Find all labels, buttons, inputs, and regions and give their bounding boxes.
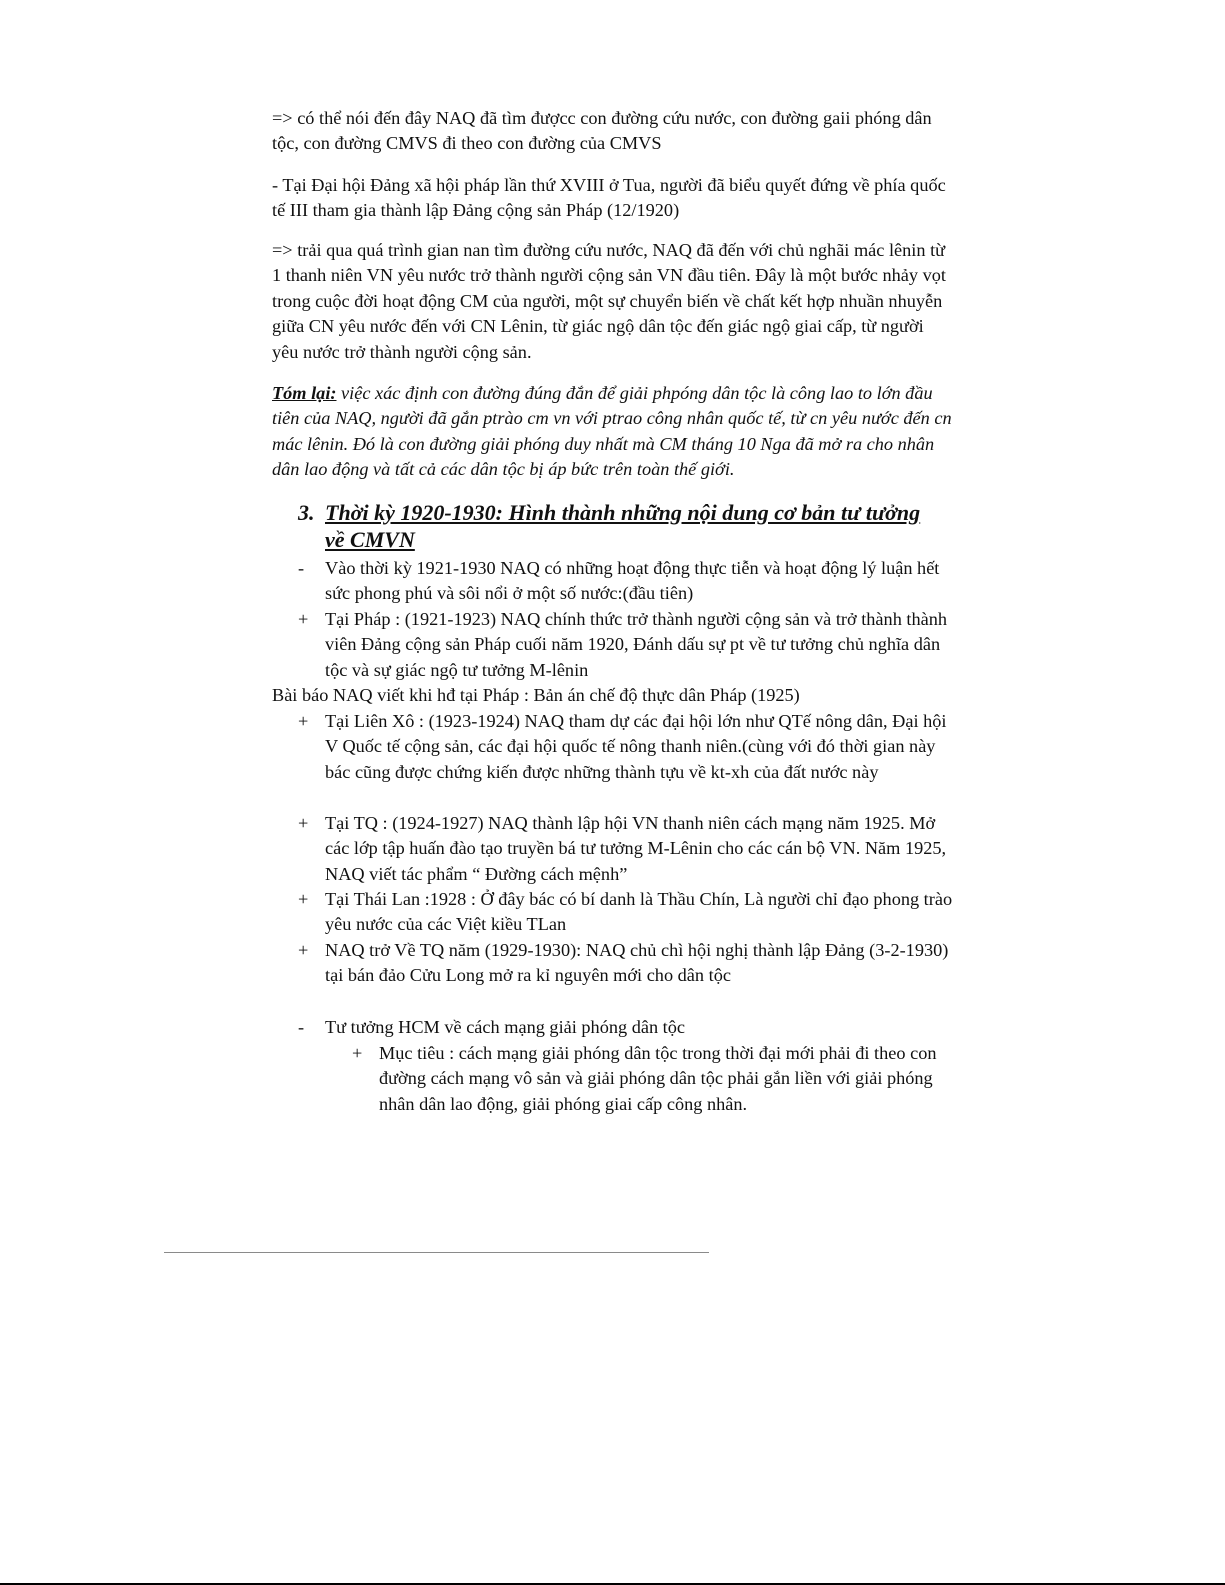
list-item-plus	[298, 811, 958, 887]
section-title-line-2: về CMVN	[325, 527, 415, 552]
paragraph-summary	[272, 381, 952, 483]
list-item-text: Tại TQ : (1924-1927) NAQ thành lập hội VN thanh niên cách mạng năm 1925. Mở các lớp tập huấn đào tạo truyền bá tư tưởng M-Lênin cho các cán bộ VN. Năm 1925, NAQ viết tác phẩm “ Đường cách mệnh”	[325, 813, 947, 884]
list-item-plus	[298, 607, 958, 683]
dash-marker: -	[298, 558, 305, 578]
list-item-plus	[298, 938, 958, 989]
section-title-line-1: Thời kỳ 1920-1930: Hình thành những nội dung cơ bản tư tưởng	[325, 500, 921, 525]
section-heading	[298, 499, 958, 553]
list-item-text: Tại Liên Xô : (1923-1924) NAQ tham dự các đại hội lớn như QTế nông dân, Đại hội V Quốc tế cộng sản, các đại hội quốc tế nông thanh niên.(cùng với đó thời gian này bác cũng được chứng kiến được những thành tựu về kt-xh của đất nước này	[325, 711, 947, 782]
list-item-plus	[298, 887, 958, 938]
summary-text: việc xác định con đường đúng đắn để giải phpóng dân tộc là công lao to lớn đầu tiên của NAQ, người đã gắn ptrào cm vn với ptrao công nhân quốc tế, từ cn yêu nước đến cn mác lênin. Đó là con đường giải phóng duy nhất mà CM tháng 10 Nga đã mở ra cho nhân dân lao động và tất cả các dân tộc bị áp bức trên toàn thế giới.	[272, 383, 952, 480]
plus-marker: +	[352, 1043, 363, 1063]
list-item-plus	[298, 709, 958, 785]
list-item-text: Tại Pháp : (1921-1923) NAQ chính thức trở thành người cộng sản và trở thành thành viên Đảng cộng sản Pháp cuối năm 1920, Đánh dấu sự pt về tư tưởng chủ nghĩa dân tộc và sự giác ngộ tư tưởng M-lênin	[325, 609, 948, 680]
plus-marker: +	[298, 940, 309, 960]
section-number: 3.	[298, 500, 315, 525]
plus-marker: +	[298, 813, 309, 833]
paragraph-article-note: Bài báo NAQ viết khi hđ tại Pháp : Bản án chế độ thực dân Pháp (1925)	[272, 685, 800, 705]
list-item-text: Tại Thái Lan :1928 : Ở đây bác có bí danh là Thầu Chín, Là người chỉ đạo phong trào yêu nước của các Việt kiều TLan	[325, 889, 953, 935]
paragraph-congress-tours: - Tại Đại hội Đảng xã hội pháp lần thứ XVIII ở Tua, người đã biểu quyết đứng về phía quốc tế III tham gia thành lập Đảng cộng sản Pháp (12/1920)	[272, 175, 946, 221]
list-item-dash	[298, 556, 958, 607]
list-item-text: NAQ trở Về TQ năm (1929-1930): NAQ chủ chì hội nghị thành lập Đảng (3-2-1930) tại bán đảo Cửu Long mở ra kỉ nguyên mới cho dân tộc	[325, 940, 949, 986]
plus-marker: +	[298, 609, 309, 629]
footnote-separator	[164, 1252, 709, 1253]
list-item-dash	[298, 1015, 958, 1040]
summary-label: Tóm lại:	[272, 383, 337, 403]
plus-marker: +	[298, 711, 309, 731]
sub-list-item-plus	[352, 1041, 952, 1117]
dash-marker: -	[298, 1017, 305, 1037]
list-item-text: Vào thời kỳ 1921-1930 NAQ có những hoạt động thực tiễn và hoạt động lý luận hết sức phong phú và sôi nổi ở một số nước:(đầu tiên)	[325, 558, 940, 604]
plus-marker: +	[298, 889, 309, 909]
paragraph-conclusion-2: => trải qua quá trình gian nan tìm đường cứu nước, NAQ đã đến với chủ nghãi mác lênin từ 1 thanh niên VN yêu nước trở thành người cộng sản VN đầu tiên. Đây là một bước nhảy vọt trong cuộc đời hoạt động CM của người, một sự chuyển biến về chất kết hợp nhuần nhuyễn giữa CN yêu nước đến với CN Lênin, từ giác ngộ dân tộc đến giác ngộ giai cấp, từ người yêu nước trở thành người cộng sản.	[272, 240, 946, 362]
sub-list-item-text: Mục tiêu : cách mạng giải phóng dân tộc trong thời đại mới phải đi theo con đường cách mạng vô sản và giải phóng dân tộc phải gắn liền với giải phóng nhân dân lao động, giải phóng giai cấp công nhân.	[379, 1043, 937, 1114]
paragraph-conclusion-1: => có thể nói đến đây NAQ đã tìm đượcc con đường cứu nước, con đường gaii phóng dân tộc, con đường CMVS đi theo con đường của CMVS	[272, 108, 932, 154]
list-item-text: Tư tưởng HCM về cách mạng giải phóng dân tộc	[325, 1017, 685, 1037]
